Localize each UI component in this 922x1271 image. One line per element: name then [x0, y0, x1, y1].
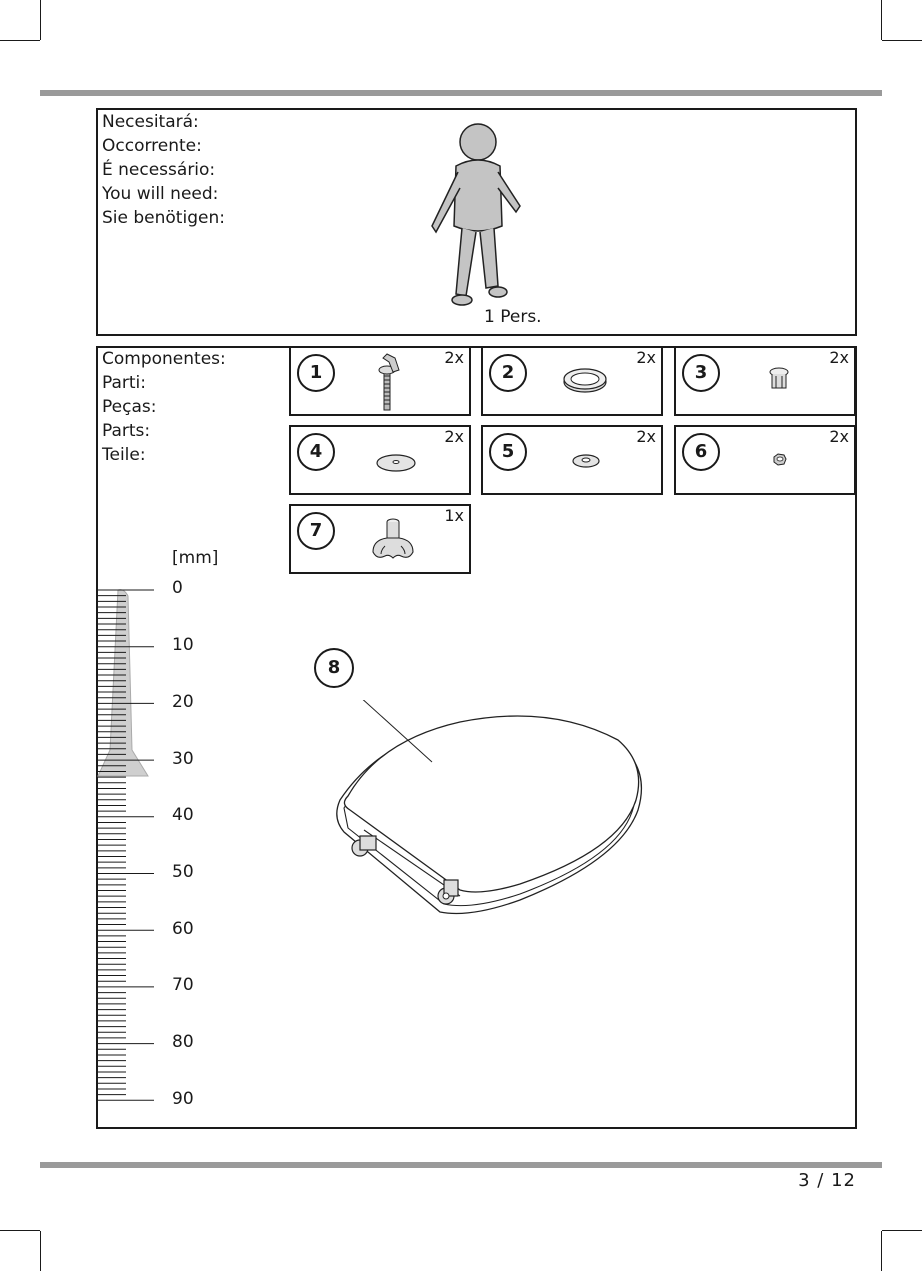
- person-icon: [418, 116, 538, 316]
- label-de: Sie benötigen:: [102, 208, 225, 228]
- scale-tick-50: 50: [172, 862, 194, 882]
- part-quantity: 1x: [444, 506, 464, 525]
- header-rule: [40, 90, 882, 96]
- crop-mark: [881, 0, 882, 40]
- label-pt: Peças:: [102, 397, 157, 417]
- part-tile-3: [674, 346, 856, 416]
- wing-nut-icon: [351, 506, 431, 572]
- part-tile-7: [289, 504, 471, 574]
- part-number: 7: [297, 512, 335, 550]
- components-labels: [102, 347, 226, 467]
- crop-mark: [881, 1231, 882, 1271]
- crop-mark: [0, 40, 40, 41]
- rubber-ring-icon: [543, 348, 623, 414]
- part-quantity: 2x: [444, 348, 464, 367]
- part-tile-6: [674, 425, 856, 495]
- crop-mark: [40, 1231, 41, 1271]
- part-quantity: 2x: [444, 427, 464, 446]
- part-quantity: 2x: [829, 427, 849, 446]
- part-number: 2: [489, 354, 527, 392]
- label-it: Occorrente:: [102, 136, 202, 156]
- toilet-seat-illustration: [320, 700, 660, 930]
- part-number: 4: [297, 433, 335, 471]
- crop-mark: [882, 40, 922, 41]
- label-it: Parti:: [102, 373, 147, 393]
- scale-tick-60: 60: [172, 919, 194, 939]
- scale-tick-80: 80: [172, 1032, 194, 1052]
- expansion-nut-icon: [736, 348, 816, 414]
- crop-mark: [0, 1230, 40, 1231]
- part-tile-1: [289, 346, 471, 416]
- scale-tick-30: 30: [172, 749, 194, 769]
- scale-tick-90: 90: [172, 1089, 194, 1109]
- scale-tick-10: 10: [172, 635, 194, 655]
- scale-unit: [mm]: [172, 548, 219, 568]
- footer-rule: [40, 1162, 882, 1168]
- label-pt: É necessário:: [102, 160, 216, 180]
- large-washer-icon: [351, 427, 431, 493]
- part-number: 6: [682, 433, 720, 471]
- part-number: 5: [489, 433, 527, 471]
- crop-mark: [40, 0, 41, 40]
- page-number: 3 / 12: [798, 1170, 856, 1191]
- requirements-panel: [96, 108, 857, 336]
- hex-nut-icon: [736, 427, 816, 493]
- label-es: Componentes:: [102, 349, 226, 369]
- part-quantity: 2x: [636, 427, 656, 446]
- part-quantity: 2x: [829, 348, 849, 367]
- part-number: 3: [682, 354, 720, 392]
- scale-tick-20: 20: [172, 692, 194, 712]
- bolt-icon: [351, 348, 431, 414]
- screw-icon: [98, 590, 148, 776]
- part-quantity: 2x: [636, 348, 656, 367]
- part-tile-5: [481, 425, 663, 495]
- scale-tick-40: 40: [172, 805, 194, 825]
- label-en: You will need:: [102, 184, 219, 204]
- persons-count: 1 Pers.: [484, 307, 542, 327]
- part-number: 1: [297, 354, 335, 392]
- requirements-labels: [102, 110, 225, 230]
- label-es: Necesitará:: [102, 112, 199, 132]
- part-tile-2: [481, 346, 663, 416]
- scale-tick-70: 70: [172, 975, 194, 995]
- scale-tick-0: 0: [172, 578, 183, 598]
- label-en: Parts:: [102, 421, 151, 441]
- mm-scale: [96, 580, 256, 1110]
- crop-mark: [882, 1230, 922, 1231]
- label-de: Teile:: [102, 445, 146, 465]
- part-tile-4: [289, 425, 471, 495]
- seat-callout: 8: [314, 648, 354, 688]
- small-washer-icon: [543, 427, 623, 493]
